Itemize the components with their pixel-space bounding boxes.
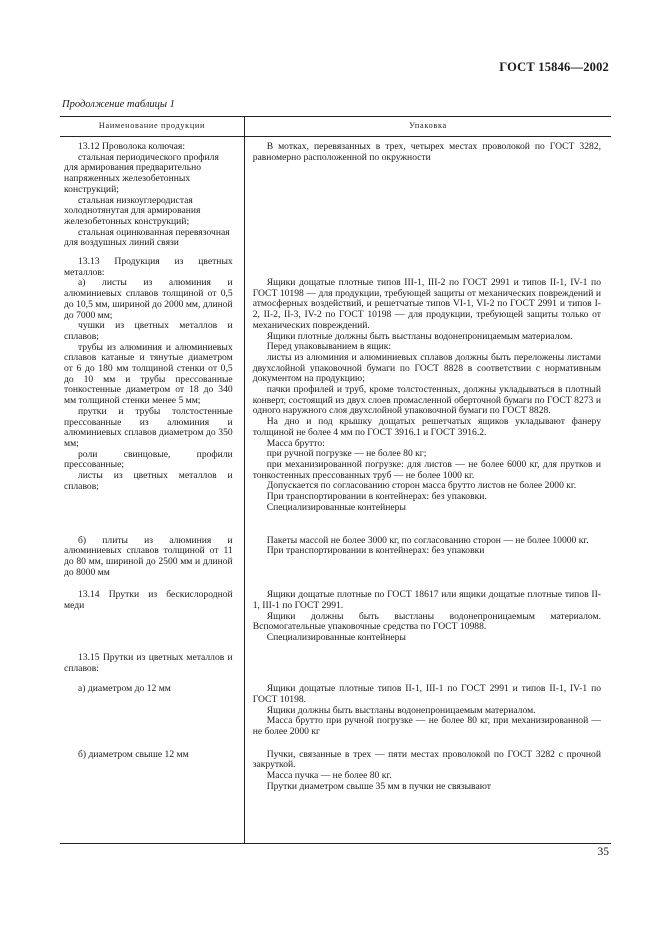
product-text: стальная периодического профиля для армирования предварительно напряженных железобетонных конструкций;: [64, 151, 219, 195]
packaging-table: [60, 116, 611, 843]
product-text: б) плиты из алюминия и алюминиевых сплавов толщиной от 11 до 80 мм, шириной до 2500 мм и длиной до 8000 мм: [64, 534, 233, 578]
packaging-cell: [241, 142, 611, 249]
table-bottom-rule: [60, 843, 611, 844]
packaging-text: Специализированные контейнеры: [266, 501, 406, 513]
table-top-rule: [60, 116, 611, 117]
product-text: стальная оцинкованная перевязочная для воздушных линий связи: [64, 226, 230, 249]
product-text: 13.12 Проволока колючая:: [78, 141, 185, 152]
table-row: [60, 257, 611, 513]
table-header-rule: [60, 136, 611, 137]
table-body: [60, 142, 611, 793]
column-header-packaging: Упаковка: [409, 121, 447, 130]
packaging-text: Масса пучка — не более 80 кг.: [266, 770, 392, 782]
packaging-cell: [241, 684, 611, 738]
product-text: 13.14 Прутки из бескислородной меди: [64, 589, 233, 612]
product-text: стальная низкоуглеродистая холоднотянутая для армирования железобетонных конструкций;: [64, 194, 201, 227]
packaging-text: Ящики дощатые плотные по ГОСТ 18617 или ящики дощатые плотные типов II-1, III-1 по ГОСТ 2991.: [252, 589, 601, 612]
packaging-cell: [241, 750, 611, 793]
product-text: трубы из алюминия и алюминиевых сплавов катаные и тянутые диаметром от 6 до 180 мм толщиной стенки от 0,5 до 10 мм и трубы прессованные тонкостенные диаметром от 18 до 340 мм толщиной стенки менее 5 мм;: [64, 341, 233, 407]
packaging-text: Пакеты массой не более 3000 кг, по согласованию сторон — не более 10000 кг.: [266, 534, 589, 546]
product-text: а) листы из алюминия и алюминиевых сплавов толщиной от 0,5 до 10,5 мм, шириной до 2000 мм, длиной до 7000 мм;: [64, 277, 233, 321]
packaging-cell: [241, 590, 611, 644]
table-row: [60, 590, 611, 644]
packaging-text: На дно и под крышку дощатых решетчатых ящиков укладывают фанеру толщиной не более 4 мм по ГОСТ 3916.1 и ГОСТ 3916.2.: [252, 416, 601, 438]
product-text: 13.13 Продукция из цветных металлов:: [64, 256, 233, 278]
packaging-text: листы из алюминия и алюминиевых сплавов должны быть переложены листами двухслойной упаковочной бумаги по ГОСТ 8828 в соответствии с нормативным документом на продукцию;: [252, 351, 601, 385]
product-text: а) диаметром до 12 мм: [78, 683, 171, 695]
product-cell: [60, 536, 241, 579]
product-text: 13.15 Прутки из цветных металлов и сплавов:: [64, 651, 233, 674]
table-row: [60, 142, 611, 249]
packaging-cell: [241, 653, 611, 674]
product-cell: [60, 653, 241, 674]
packaging-text: Перед упаковыванием в ящик:: [266, 341, 392, 353]
packaging-text: Ящики должны быть выстланы водонепроницаемым материалом. Вспомогательные упаковочные средства по ГОСТ 10988.: [252, 610, 601, 633]
product-cell: [60, 684, 241, 738]
table-row: [60, 750, 611, 793]
packaging-text: При транспортировании в контейнерах: без упаковки: [266, 545, 485, 557]
packaging-text: Ящики дощатые плотные типов III-1, III-2 по ГОСТ 2991 и типов II-1, IV-1 по ГОСТ 10198 — для продукции, требующей защиты от механических повреждений и атмосферных воздействий, и решетчатые типов VI-1, VI-2 по ГОСТ 2991 и типов I-2, II-2, II-3, IV-2 по ГОСТ 10198 — для продукции, требующей защиты только от механических повреждений.: [252, 277, 601, 331]
packaging-cell: [241, 536, 611, 579]
packaging-text: Ящики плотные должны быть выстланы водонепроницаемым материалом.: [266, 330, 573, 342]
packaging-text: Ящики должны быть выстланы водонепроницаемым материалом.: [266, 704, 536, 716]
product-text: листы из цветных металлов и сплавов;: [64, 470, 233, 492]
packaging-text: Прутки диаметром свыше 35 мм в пучки не связывают: [266, 780, 491, 792]
column-header-product: Наименование продукции: [98, 121, 206, 130]
standard-designation: ГОСТ 15846—2002: [499, 60, 609, 74]
product-cell: [60, 590, 241, 644]
table-continuation-caption: Продолжение таблицы 1: [62, 99, 175, 110]
packaging-text: При транспортировании в контейнерах: без упаковки.: [266, 491, 487, 503]
product-text: б) диаметром свыше 12 мм: [78, 748, 189, 760]
packaging-text: Масса брутто при ручной погрузке — не более 80 кг, при механизированной — не более 2000 кг: [252, 715, 601, 738]
packaging-text: Масса брутто:: [266, 437, 325, 449]
packaging-text: Специализированные контейнеры: [266, 632, 406, 644]
table-row: [60, 684, 611, 738]
product-cell: [60, 257, 241, 513]
product-cell: [60, 750, 241, 793]
packaging-text: при механизированной погрузке: для листов — не более 6000 кг, для прутков и тонкостенных прессованных труб — не более 1000 кг.: [252, 458, 601, 481]
packaging-text: Допускается по согласованию сторон масса брутто листов не более 2000 кг.: [266, 480, 577, 492]
packaging-text: при ручной погрузке — не более 80 кг;: [266, 448, 427, 460]
packaging-text: Ящики дощатые плотные типов II-1, III-1 по ГОСТ 2991 и типов II-1, IV-1 по ГОСТ 10198.: [252, 683, 601, 705]
packaging-text: В мотках, перевязанных в трех, четырех местах проволокой по ГОСТ 3282, равномерно расположенной по окружности: [252, 141, 601, 163]
page-number: 35: [597, 846, 609, 858]
packaging-text: Пучки, связанные в трех — пяти местах проволокой по ГОСТ 3282 с прочной закруткой.: [252, 748, 601, 771]
product-cell: [60, 142, 241, 249]
product-text: чушки из цветных металлов и сплавов;: [64, 320, 233, 342]
packaging-cell: [241, 257, 611, 513]
table-row: [60, 536, 611, 579]
packaging-text: пачки профилей и труб, кроме толстостенных, должны укладываться в плотный конверт, состоящий из двух слоев промасленной оберточной бумаги по ГОСТ 8273 и одного наружного слоя двухслойной упаковочной бумаги по ГОСТ 8828.: [252, 384, 601, 417]
table-row: [60, 653, 611, 674]
product-text: роли свинцовые, профили прессованные;: [64, 448, 233, 471]
product-text: прутки и трубы толстостенные прессованные из алюминия и алюминиевых сплавов диаметром до 350 мм;: [64, 405, 233, 449]
